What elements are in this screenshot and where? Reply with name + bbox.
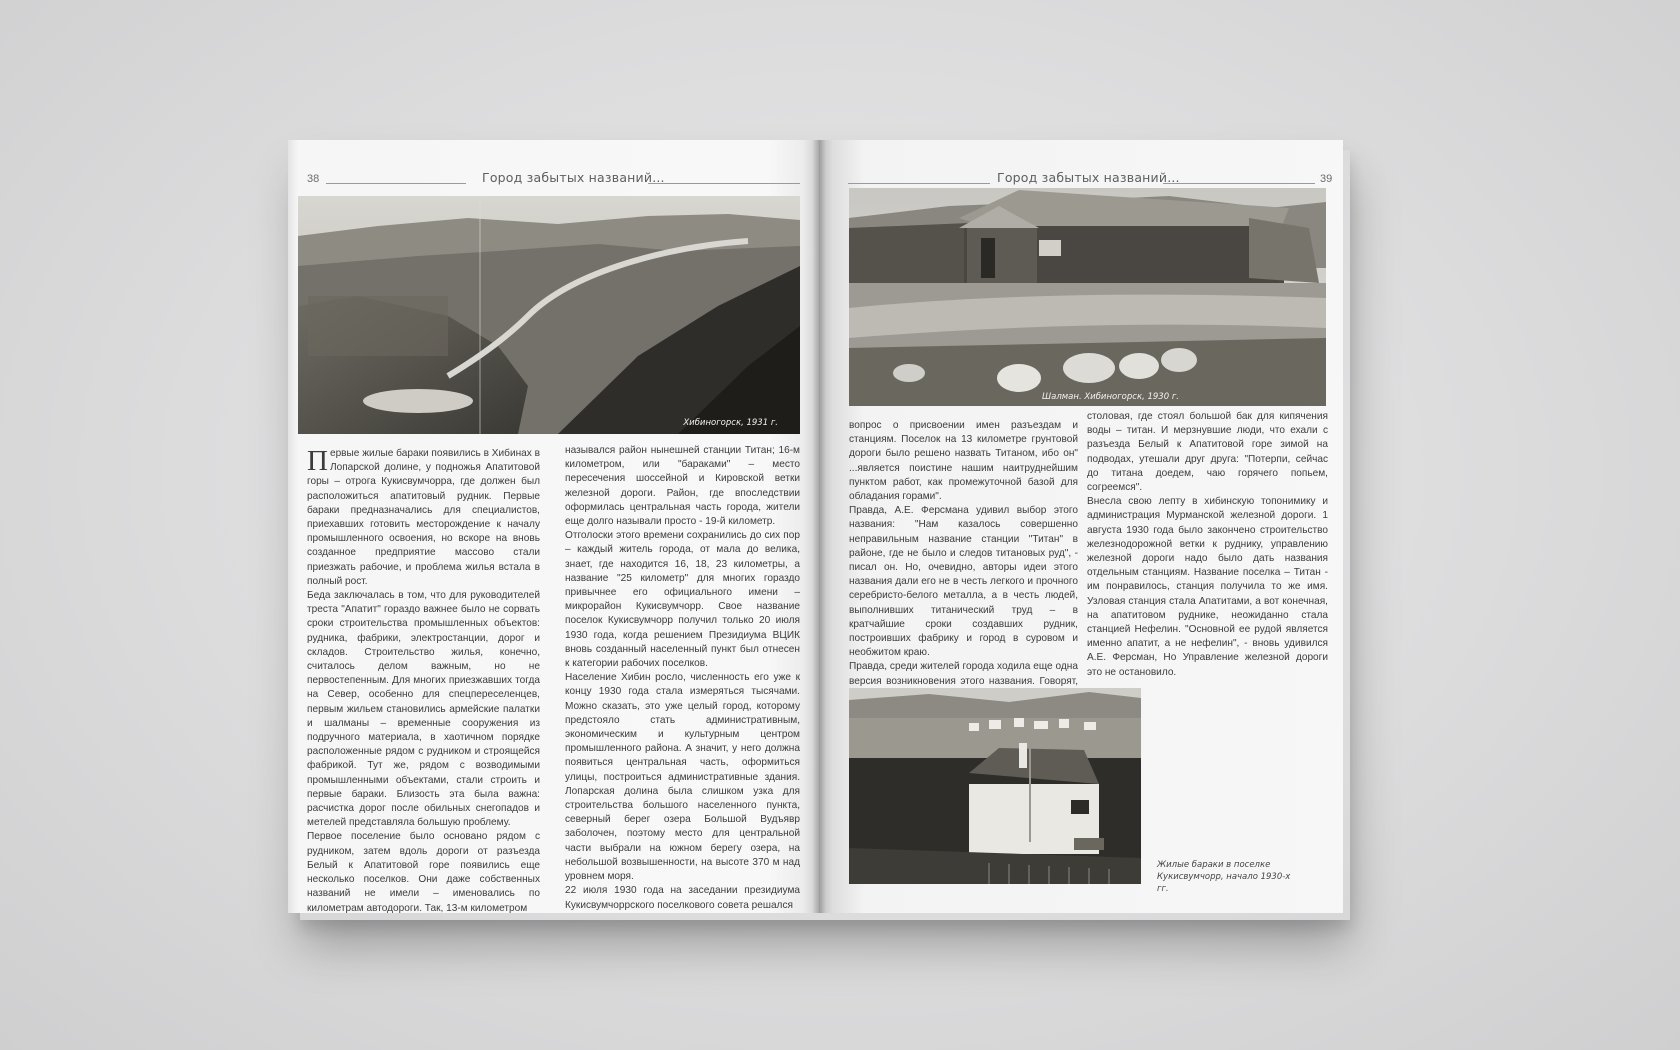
photo-caption: Хибиногорск, 1931 г.	[683, 418, 778, 428]
paragraph: 22 июля 1930 года на заседании президиума Кукисвумчоррского поселкового совета решался	[565, 885, 800, 911]
right-column-1	[849, 419, 1078, 687]
paragraph: Население Хибин росло, численность его уже к концу 1930 года стала измеряться тысячами. Можно сказать, это уже целый город, которому предстояло стать административным, экономическим и культурным центром промышленного района. А значит, у него должна появиться центральная часть, оформиться улицы, построиться административные здания. Лопарская долина была слишком узка для строительства большого населенного пункта, северный берег озера Большой Вудъявр заболочен, поэтому место для центральной части выбрали на южном берегу озера, на небольшой возвышенности, на высоте 370 м над уровнем моря.	[565, 672, 800, 883]
barrack-photo	[849, 188, 1326, 406]
panorama-photo	[298, 196, 800, 434]
settlement-image	[849, 688, 1141, 884]
paragraph: вопрос о присвоении имен разъездам и станциям. Поселок на 13 километре грунтовой дороги было решено назвать Титаном, ибо он" ...является поистине нашим наитруднейшим пунктом работ, как промежуточной базой для обладания горами".	[849, 420, 1078, 503]
left-column-1	[307, 445, 540, 914]
left-column-2	[565, 444, 800, 911]
paragraph: Правда, среди жителей города ходила еще одна версия возникновения этого названия. Говорят,	[849, 661, 1078, 687]
header-rule	[848, 183, 990, 184]
header-rule	[648, 183, 800, 184]
page-number: 39	[1320, 173, 1333, 185]
settlement-photo	[849, 688, 1141, 884]
drop-cap: П	[307, 445, 328, 477]
paragraph: Внесла свою лепту в хибинскую топонимику и администрация Мурманской железной дороги. 1 августа 1930 года было закончено строительство железнодорожной ветки к руднику, управлению железной дороги надо было дать названия отдельным станциям. Название поселка – Титан - им понравилось, станция получила то же имя. Узловая станция стала Апатитами, а вот конечная, на апатитовом руднике, неожиданно стала станцией Нефелин. "Основной ее рудой является именно апатит, а не нефелин", - вновь удивился А.Е. Ферсман, Но Управление железной дороги это не остановило.	[1087, 496, 1328, 678]
paragraph: назывался район нынешней станции Титан; 16-м километром, или "бараками" – место пересечения шоссейной и Кировской ветки железной дороги. Район, где впоследствии оформилась центральная часть города, жители еще долго называли просто - 19-й километр.	[565, 445, 800, 528]
barrack-image	[849, 188, 1326, 406]
paragraph: Беда заключалась в том, что для руководителей треста "Апатит" гораздо важнее было не сорвать сроки строительства промышленных объектов: рудника, фабрики, электростанции, дорог и складов. Строительство жилья, конечно, считалось делом важным, но не первостепенным. Для многих приезжавших тогда на Север, особенно для спецпереселенцев, первым жильем становились армейские палатки и шалманы – временные сооружения из подручного материала, в хаотичном порядке расположенные рядом с рудником и строящейся фабрикой. Тут же, рядом с возводимыми промышленными объектами, стали строить и первые бараки. Близость эта была важна: расчистка дорог после обильных снегопадов и метелей представляла большую проблему.	[307, 590, 540, 829]
spine-gutter	[812, 140, 826, 913]
paragraph: Первые жилые бараки появились в Хибинах в Лопарской долине, у подножья Апатитовой горы – отрога Кукисвумчорра, где должен был расположиться апатитовый рудник. Первые бараки предназначались для специалистов, приехавших готовить месторождение к началу промышленного освоения, но вскоре на вновь созданное предприятие массово стали приезжать рабочие, и проблема жилья встала в полный рост.	[307, 445, 540, 587]
paragraph: Правда, А.Е. Ферсмана удивил выбор этого названия: "Нам казалось совершенно неправильным название станции "Титан" в районе, где не было и следов титановых руд", - писал он. Но, очевидно, авторы идеи этого названия дали его не в честь легкого и прочного серебристо-белого металла, а в честь людей, выполнивших титанический труд – в кратчайшие сроки создавших рудник, построивших фабрику и город в суровом и необжитом краю.	[849, 505, 1078, 659]
left-page-header	[288, 170, 819, 190]
header-rule	[1163, 183, 1315, 184]
left-page	[288, 140, 819, 913]
paragraph: Первое поселение было основано рядом с рудником, затем вдоль дороги от разъезда Белый к Апатитовой горе появились еще несколько поселков. Они даже собственных названий не имели – именовались по километрам автодороги. Так, 13-м километром	[307, 831, 540, 914]
settlement-caption: Жилые бараки в поселке Кукисвумчорр, начало 1930-х гг.	[1157, 860, 1291, 894]
paragraph: столовая, где стоял большой бак для кипячения воды – титан. И мерзнувшие люди, что ехали с разъезда Белый к Апатитовой горе зимой на подводах, утешали друг друга: "Потерпи, сейчас до титана доедем, чаю горячего попьем, согреемся".	[1087, 411, 1328, 494]
photo-caption: Шалман. Хибиногорск, 1930 г.	[1042, 392, 1179, 402]
header-rule	[326, 183, 466, 184]
paragraph: Отголоски этого времени сохранились до сих пор – каждый житель города, от мала до велика, знает, где находится 16, 18, 23 километры, а название "25 километр" для многих гораздо привычнее его официального имени – микрорайон Кукисвумчорр. Свое название поселок Кукисвумчорр получил только 20 июля 1930 года, когда решением Президиума ВЦИК вновь созданный населенный пункт был отнесен к категории рабочих поселков.	[565, 530, 800, 670]
panorama-image	[298, 196, 800, 434]
page-number: 38	[307, 173, 320, 185]
right-column-2	[1087, 410, 1328, 678]
running-title: Город забытых названий...	[482, 170, 665, 185]
running-title: Город забытых названий...	[997, 170, 1180, 185]
right-page-header	[819, 170, 1343, 190]
right-page	[819, 140, 1343, 913]
